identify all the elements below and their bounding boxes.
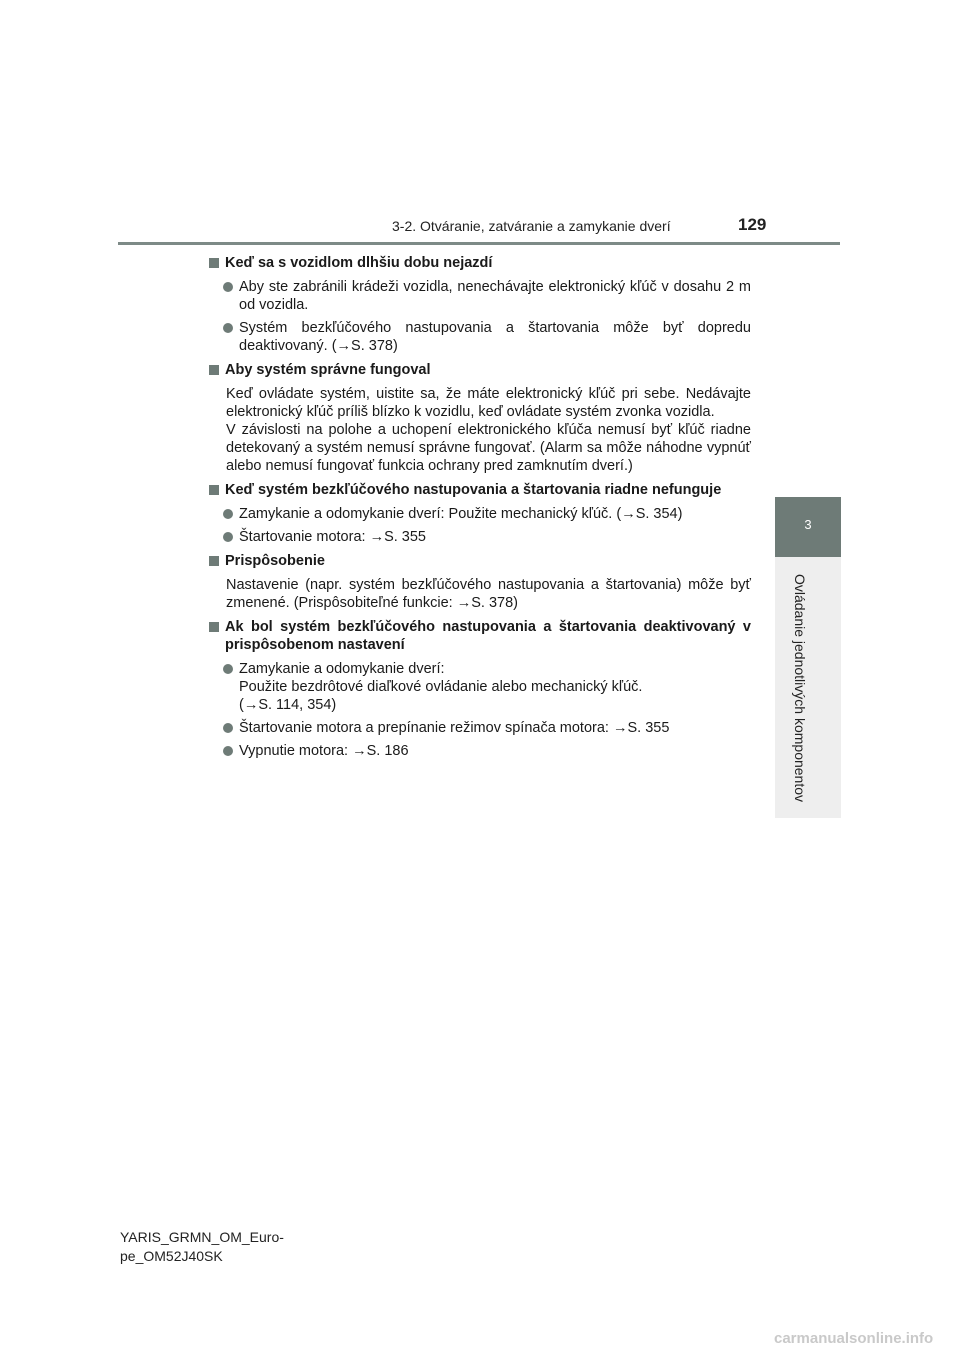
section-heading — [209, 618, 751, 654]
paragraph: Nastavenie (napr. systém bezkľúčového nastupovania a štartovania) môže byť zmenené. (Prispôsobiteľné funkcie: →S. 378) — [226, 577, 751, 611]
section-customization — [209, 552, 751, 612]
section-long-parking — [209, 254, 751, 355]
list-item-text: Zamykanie a odomykanie dverí: — [239, 661, 445, 677]
list-item — [209, 278, 751, 314]
section-heading-text: Prispôsobenie — [225, 553, 325, 569]
chapter-number: 3 — [804, 517, 812, 532]
section-heading-text: Keď sa s vozidlom dlhšiu dobu nejazdí — [225, 255, 493, 271]
circle-bullet-icon — [223, 282, 233, 292]
circle-bullet-icon — [223, 532, 233, 542]
list-item — [209, 319, 751, 355]
list-item-text: (→S. 114, 354) — [239, 697, 337, 713]
list-item-text: Štartovanie motora a prepínanie režimov spínača motora: →S. 355 — [239, 720, 670, 736]
section-heading — [209, 361, 751, 379]
circle-bullet-icon — [223, 664, 233, 674]
section-heading — [209, 552, 751, 570]
list-item — [209, 719, 751, 737]
section-correct-operation — [209, 361, 751, 475]
list-item — [209, 660, 751, 714]
section-heading — [209, 481, 751, 499]
section-heading-text: Keď systém bezkľúčového nastupovania a štartovania riadne nefunguje — [225, 482, 722, 498]
paragraph: V závislosti na polohe a uchopení elektronického kľúča nemusí byť kľúč riadne detekovaný a systém nemusí správne fungovať. (Alarm sa môže náhodne vypnúť alebo nemusí fungovať funkcia ochrany pred zamknutím dverí.) — [226, 422, 751, 474]
section-heading — [209, 254, 751, 272]
list-item — [209, 528, 751, 546]
list-item-text: Vypnutie motora: →S. 186 — [239, 743, 409, 759]
circle-bullet-icon — [223, 509, 233, 519]
list-item-text: Systém bezkľúčového nastupovania a štartovania môže byť dopredu deaktivovaný. (→S. 378) — [239, 320, 751, 354]
list-item-text: Aby ste zabránili krádeži vozidla, nenechávajte elektronický kľúč v dosahu 2 m od vozidla. — [239, 279, 751, 313]
circle-bullet-icon — [223, 323, 233, 333]
square-bullet-icon — [209, 485, 219, 495]
circle-bullet-icon — [223, 723, 233, 733]
document-id-line: pe_OM52J40SK — [120, 1248, 223, 1264]
paragraph: Keď ovládate systém, uistite sa, že máte elektronický kľúč pri sebe. Nedávajte elektronický kľúč príliš blízko k vozidlu, keď ovládate systém zvonka vozidla. — [226, 386, 751, 420]
section-deactivated — [209, 618, 751, 760]
chapter-tab-strip — [775, 557, 841, 818]
document-id-line: YARIS_GRMN_OM_Euro- — [120, 1229, 284, 1245]
document-id — [120, 1228, 340, 1266]
square-bullet-icon — [209, 365, 219, 375]
square-bullet-icon — [209, 556, 219, 566]
list-item-text: Použite bezdrôtové diaľkové ovládanie alebo mechanický kľúč. — [239, 679, 643, 695]
page-number: 129 — [738, 215, 767, 234]
watermark: carmanualsonline.info — [774, 1330, 934, 1347]
section-heading-text: Aby systém správne fungoval — [225, 362, 431, 378]
running-header-section: 3-2. Otváranie, zatváranie a zamykanie dverí — [392, 218, 671, 234]
header-rule — [118, 242, 840, 245]
section-heading-text: Ak bol systém bezkľúčového nastupovania a štartovania deaktivovaný v prispôsobenom nastavení — [225, 619, 751, 653]
list-item-text: Štartovanie motora: →S. 355 — [239, 529, 426, 545]
square-bullet-icon — [209, 622, 219, 632]
list-item — [209, 505, 751, 523]
square-bullet-icon — [209, 258, 219, 268]
section-malfunction — [209, 481, 751, 546]
list-item — [209, 742, 751, 760]
chapter-title: Ovládanie jednotlivých komponentov — [792, 573, 808, 803]
list-item-text: Zamykanie a odomykanie dverí: Použite mechanický kľúč. (→S. 354) — [239, 506, 683, 522]
circle-bullet-icon — [223, 746, 233, 756]
main-content — [209, 254, 751, 766]
